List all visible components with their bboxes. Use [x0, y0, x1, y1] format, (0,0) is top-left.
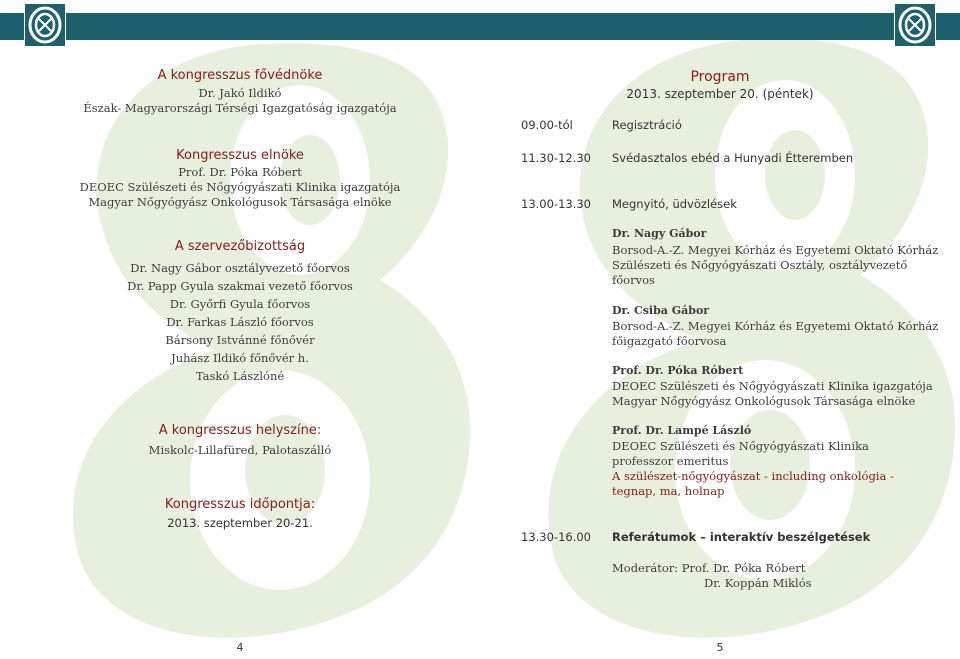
speaker-name: Prof. Dr. Lampé László [612, 424, 752, 437]
speaker-line: DEOEC Szülészeti és Nőgyógyászati Klinika [612, 439, 869, 453]
program-title: Program [690, 69, 750, 85]
page-number-left: 4 [236, 641, 244, 654]
date-heading: Kongresszus időpontja: [164, 497, 316, 512]
president-role-2: Magyar Nőgyógyász Onkológusok Társasága elnöke [88, 195, 392, 209]
logo-emblem-left-icon [24, 3, 66, 47]
schedule-time: 13.00-13.30 [521, 197, 591, 211]
speaker-line: Borsod-A.-Z. Megyei Kórház és Egyetemi Oktató Kórház [612, 243, 939, 257]
schedule-time: 09.00-tól [521, 118, 573, 132]
page-number-right: 5 [716, 641, 724, 654]
president-heading: Kongresszus elnöke [176, 148, 304, 163]
speaker-line: főorvos [612, 273, 655, 287]
schedule-label: Megnyitó, üdvözlések [612, 197, 737, 211]
moderator-line: Moderátor: Prof. Dr. Póka Róbert [612, 561, 806, 575]
patron-role: Észak- Magyarországi Térségi Igazgatóság igazgatója [83, 101, 397, 115]
program-date: 2013. szeptember 20. (péntek) [626, 87, 814, 101]
speaker-line: Szülészeti és Nőgyógyászati Osztály, osztályvezető [612, 258, 908, 272]
schedule-time: 11.30-12.30 [521, 151, 591, 165]
speaker-line: Borsod-A.-Z. Megyei Kórház és Egyetemi Oktató Kórház [612, 319, 939, 333]
lecture-title: A szülészet-nőgyógyászat - including onkológia - [612, 469, 894, 483]
patron-heading: A kongresszus fővédnöke [157, 68, 323, 83]
speaker-name: Dr. Csiba Gábor [612, 304, 710, 317]
president-role-1: DEOEC Szülészeti és Nőgyógyászati Klinika igazgatója [79, 180, 401, 194]
committee-member: Dr. Nagy Gábor osztályvezető főorvos [130, 261, 350, 275]
committee-heading: A szervezőbizottság [174, 239, 306, 254]
committee-member: Taskó Lászlóné [195, 369, 285, 383]
committee-member: Dr. Győrfi Gyula főorvos [169, 297, 311, 311]
logo-emblem-right-icon [894, 3, 936, 47]
venue-value: Miskolc-Lillafüred, Palotaszálló [148, 443, 332, 457]
speaker-name: Dr. Nagy Gábor [612, 227, 707, 240]
speaker-name: Prof. Dr. Póka Róbert [612, 364, 744, 377]
committee-member: Juhász Ildikó főnővér h. [171, 351, 309, 365]
top-banner [0, 13, 960, 40]
committee-member: Dr. Papp Gyula szakmai vezető főorvos [127, 279, 353, 293]
venue-heading: A kongresszus helyszíne: [158, 423, 322, 438]
schedule-label: Svédasztalos ebéd a Hunyadi Étteremben [612, 151, 854, 165]
speaker-line: DEOEC Szülészeti és Nőgyógyászati Klinika igazgatója [612, 379, 933, 393]
session-time: 13.30-16.00 [521, 530, 591, 544]
speaker-line: professzor emeritus [612, 454, 729, 468]
moderator-second: Dr. Koppán Miklós [704, 576, 812, 590]
patron-name: Dr. Jakó Ildikó [198, 86, 282, 100]
session-label: Referátumok – interaktív beszélgetések [612, 530, 871, 544]
lecture-title: tegnap, ma, holnap [612, 484, 725, 498]
president-name: Prof. Dr. Póka Róbert [178, 165, 302, 179]
speaker-line: Magyar Nőgyógyász Onkológusok Társasága elnöke [612, 394, 916, 408]
committee-member: Dr. Farkas László főorvos [166, 315, 314, 329]
committee-member: Bársony Istvánné főnővér [165, 333, 315, 347]
speaker-line: főigazgató főorvosa [612, 334, 727, 348]
schedule-label: Regisztráció [612, 118, 682, 132]
date-value: 2013. szeptember 20-21. [167, 516, 313, 530]
